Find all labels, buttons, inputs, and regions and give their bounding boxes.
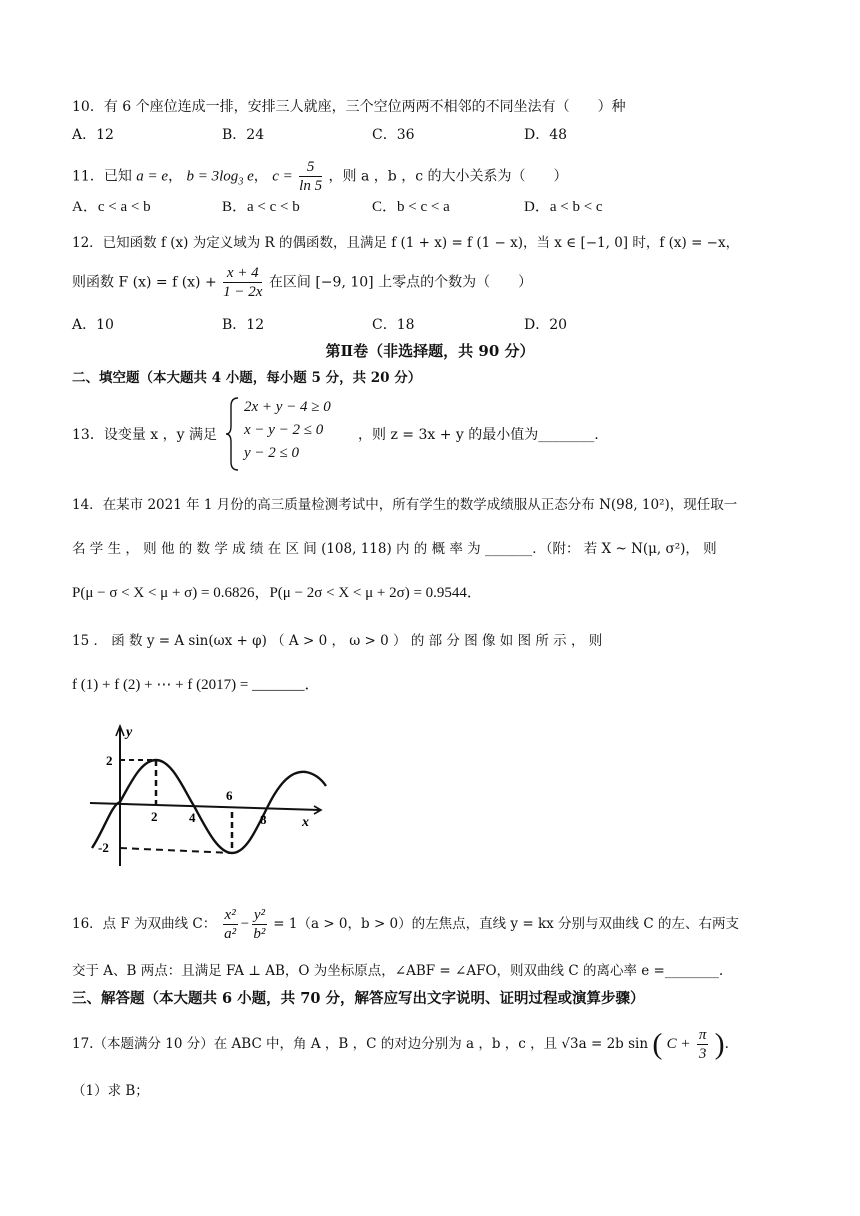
q16-frac-x xyxy=(223,906,238,943)
tick-label-x-2: 2 xyxy=(151,809,158,824)
q13-constraint-2: x − y − 2 ≤ 0 xyxy=(244,422,324,438)
q15-line2: f (1) + f (2) + ⋯ + f (2017) = _______． xyxy=(72,677,320,693)
q11-stem: 11．已知 a = e， $b = 3\log_3$ e， c = $\frac{5}{\ln 5}$ ，则 a ，b ，c 的大小关系为（ ） xyxy=(72,159,568,194)
q13-prefix: 13．设变量 x ，y 满足 xyxy=(72,427,217,443)
q16-y-den: b² xyxy=(253,926,266,942)
q16-minus: − xyxy=(239,916,250,932)
q11-suffix: ，则 a ，b ，c 的大小关系为（ ） xyxy=(328,168,568,185)
q12-option-d: D．20 xyxy=(524,317,568,333)
q11-c-num: 5 xyxy=(299,158,322,177)
q17-pi-den: 3 xyxy=(698,1046,707,1062)
q16-y-num: y² xyxy=(253,907,265,923)
q14-line1: 14．在某市 2021 年 1 月份的高三质量检测考试中，所有学生的数学成绩服从正态分布 N(98, 10²)，现任取一 xyxy=(72,497,738,513)
q14-line2: 名 学 生 ， 则 他 的 数 学 成 绩 在 区 间 (108, 118) 内 的 概 率 为 _______．（附： 若 X ~ N(μ, σ²)， 则 xyxy=(72,541,717,557)
q11-option-c: C．b < c < a xyxy=(372,199,450,215)
q14-line3: P(μ − σ < X < μ + σ) = 0.6826，P(μ − 2σ < X < μ + 2σ) = 0.9544． xyxy=(72,585,482,601)
q13-brace xyxy=(224,396,244,472)
q10-stem: 10．有 6 个座位连成一排，安排三人就座，三个空位两两不相邻的不同坐法有（ ）种 xyxy=(72,99,626,115)
q13-constraints xyxy=(244,396,331,465)
q16-line2: 交于 A、B 两点：且满足 FA ⊥ AB，O 为坐标原点，∠ABF = ∠AFO，则双曲线 C 的离心率 e =________. xyxy=(72,963,724,979)
q17-text: 17.（本题满分 10 分）在 ABC 中，角 A ，B ，C 的对边分别为 a ，b ，c ，且 √3a = 2b sin xyxy=(72,1036,649,1052)
q12-option-b: B．12 xyxy=(222,317,265,333)
q12-line2 xyxy=(72,264,532,301)
tick-label-y-neg2: -2 xyxy=(98,840,109,855)
q11-b-tail: e xyxy=(243,168,254,185)
q12-line2-a: 则函数 F (x) = f (x) + xyxy=(72,274,217,291)
q15-line1: 15 ． 函 数 y = A sin(ωx + φ) （ A > 0 ， ω > 0 ） 的 部 分 图 像 如 图 所 示 ， 则 xyxy=(72,633,603,649)
q16-x-num: x² xyxy=(224,907,236,923)
q16-eq-tail: = 1（a > 0，b > 0）的左焦点，直线 y = kx 分别与双曲线 C 的左、右两支 xyxy=(273,916,739,932)
q11-option-a: A．c < a < b xyxy=(72,199,151,215)
q10-option-b: B．24 xyxy=(222,127,265,143)
q17-end: . xyxy=(724,1036,729,1052)
q11-c-fraction xyxy=(299,158,322,195)
q13-constraint-3: y − 2 ≤ 0 xyxy=(244,445,300,461)
q16-prefix: 16．点 F 为双曲线 C： xyxy=(72,916,217,932)
x-axis xyxy=(90,803,320,810)
q17-paren-close: ) xyxy=(714,1027,725,1061)
q11-c-den: ln 5 xyxy=(299,178,323,194)
q11-option-b: B．a < c < b xyxy=(222,199,300,215)
q16-x-den: a² xyxy=(224,926,237,942)
q10-option-c: C．36 xyxy=(372,127,415,143)
q11-option-d: D．a < b < c xyxy=(524,199,603,215)
q11-prefix: 11．已知 xyxy=(72,168,132,185)
q11-a-expr: a = e xyxy=(136,168,169,185)
q17-line xyxy=(72,1026,729,1063)
q10-option-a: A．12 xyxy=(72,127,114,143)
q12-option-c: C．18 xyxy=(372,317,415,333)
q17-pi-frac xyxy=(697,1026,709,1063)
q11-c-lhs: c = xyxy=(272,168,293,185)
part3-title: 三、解答题（本大题共 6 小题，共 70 分，解答应写出文字说明、证明过程或演算步骤） xyxy=(72,990,645,1007)
q17-sub1: （1）求 B； xyxy=(72,1083,149,1099)
q17-paren-open: ( xyxy=(652,1027,663,1061)
tick-label-y-2: 2 xyxy=(106,753,113,768)
tick-label-x-8: 8 xyxy=(260,812,267,827)
q12-line2-b: 在区间 [−9, 10] 上零点的个数为（ ） xyxy=(268,274,533,291)
q12-line1: 12．已知函数 f (x) 为定义域为 R 的偶函数，且满足 f (1 + x) = f (1 − x)，当 x ∈ [−1, 0] 时，f (x) = −x， xyxy=(72,235,740,251)
q13-constraint-1: 2x + y − 4 ≥ 0 xyxy=(244,399,331,415)
q12-option-a: A．10 xyxy=(72,317,114,333)
q13-suffix: ，则 z = 3x + y 的最小值为________. xyxy=(358,427,599,443)
q15-graph xyxy=(84,720,334,870)
tick-label-x-6: 6 xyxy=(226,788,233,803)
q17-c-plus: C + xyxy=(666,1036,691,1052)
q12-fraction xyxy=(223,264,262,301)
q12-frac-num: x + 4 xyxy=(223,264,262,283)
q16-line1 xyxy=(72,906,739,943)
q12-frac-den: 1 − 2x xyxy=(223,284,263,300)
y-axis-label: y xyxy=(126,725,133,740)
q17-pi-num: π xyxy=(698,1027,707,1043)
guide-min-horizontal xyxy=(120,848,232,853)
q11-b-expr: b = 3log xyxy=(186,168,239,185)
part2-title: 二、填空题（本大题共 4 小题，每小题 5 分，共 20 分） xyxy=(72,370,422,386)
q11-b-sub: 3 xyxy=(238,176,244,188)
x-axis-label: x xyxy=(302,815,309,830)
q16-frac-y xyxy=(252,906,267,943)
section2-title: 第Ⅱ卷（非选择题，共 90 分） xyxy=(325,342,535,360)
q10-option-d: D．48 xyxy=(524,127,568,143)
tick-label-x-4: 4 xyxy=(189,810,196,825)
